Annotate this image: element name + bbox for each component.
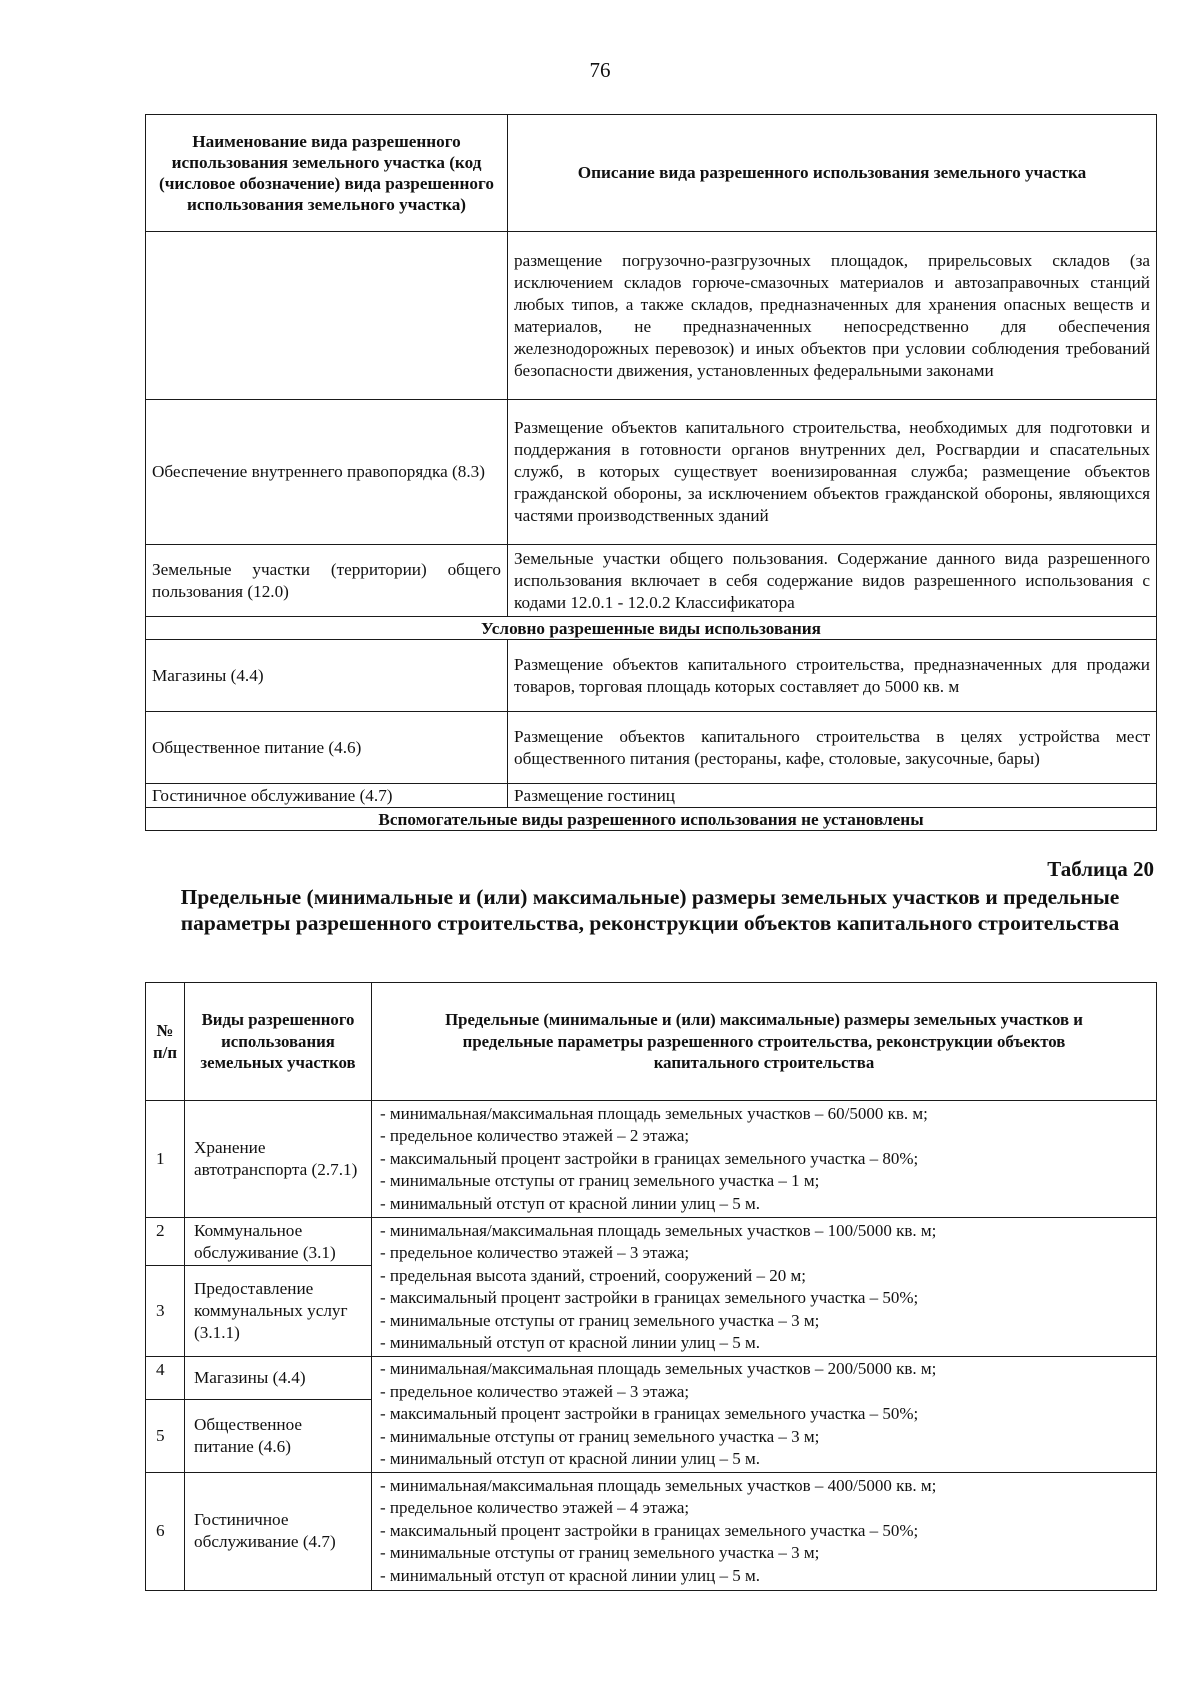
land-use-name: Магазины (4.4) — [146, 640, 508, 712]
land-use-kind: Предоставление коммунальных услуг (3.1.1) — [185, 1266, 372, 1357]
header-land-use-description: Описание вида разрешенного использования земельного участка — [508, 115, 1157, 232]
land-use-description: размещение погрузочно-разгрузочных площадок, прирельсовых складов (за исключением складов горюче-смазочных материалов и автозаправочных станций любых типов, а также складов, предназначенных для хранения опасных веществ и материалов, не предназначенных непосредственно для обеспечения железнодорожных перевозок) и иных объектов при условии соблюдения требований безопасности движения, установленных федеральными законами — [508, 232, 1157, 400]
land-use-kind: Общественное питание (4.6) — [185, 1399, 372, 1472]
land-use-description: Размещение объектов капитального строительства, предназначенных для продажи товаров, торговая площадь которых составляет до 5000 кв. м — [508, 640, 1157, 712]
land-use-table — [145, 114, 1157, 831]
table-row — [146, 712, 1157, 784]
table-row — [146, 545, 1157, 617]
parameter-line: - минимальная/максимальная площадь земельных участков – 200/5000 кв. м; — [380, 1359, 937, 1378]
table-row — [146, 784, 1157, 808]
land-use-kind: Хранение автотранспорта (2.7.1) — [185, 1101, 372, 1218]
table-row — [146, 1101, 1157, 1218]
table-row — [146, 1472, 1157, 1590]
row-number: 1 — [146, 1101, 185, 1218]
parameter-line: - минимальные отступы от границ земельного участка – 3 м; — [380, 1310, 820, 1330]
parameter-line: - минимальные отступы от границ земельного участка – 1 м; — [380, 1171, 820, 1191]
header-number: № п/п — [146, 983, 185, 1101]
parameter-line: - минимальный отступ от красной линии улиц – 5 м. — [380, 1449, 760, 1468]
parameter-line: - максимальный процент застройки в границах земельного участка – 80%; — [380, 1148, 919, 1168]
parameter-line: - предельная высота зданий, строений, сооружений – 20 м; — [380, 1265, 806, 1285]
section-auxiliary-title: Вспомогательные виды разрешенного использования не установлены — [146, 808, 1157, 831]
parameter-line: - максимальный процент застройки в границах земельного участка – 50%; — [380, 1288, 919, 1307]
table-row — [146, 1357, 1157, 1400]
table-header-row — [146, 983, 1157, 1101]
parameters-table — [145, 982, 1157, 1591]
parameter-line: - предельное количество этажей – 4 этажа; — [380, 1498, 690, 1518]
land-use-description: Размещение объектов капитального строительства в целях устройства мест общественного питания (рестораны, кафе, столовые, закусочные, бары) — [508, 712, 1157, 784]
land-use-name: Гостиничное обслуживание (4.7) — [146, 784, 508, 808]
table-row — [146, 400, 1157, 545]
section-header-row — [146, 617, 1157, 640]
parameter-line: - предельное количество этажей – 3 этажа; — [380, 1381, 690, 1401]
land-use-kind: Гостиничное обслуживание (4.7) — [185, 1472, 372, 1590]
table-header-row — [146, 115, 1157, 232]
parameter-line: - минимальный отступ от красной линии улиц – 5 м. — [380, 1193, 760, 1213]
row-number: 3 — [146, 1266, 185, 1357]
land-use-name: Общественное питание (4.6) — [146, 712, 508, 784]
parameter-line: - максимальный процент застройки в границах земельного участка – 50%; — [380, 1520, 919, 1540]
table-row — [146, 1218, 1157, 1266]
parameter-line: - минимальный отступ от красной линии улиц – 5 м. — [380, 1565, 760, 1585]
land-use-description: Земельные участки общего пользования. Содержание данного вида разрешенного использования включает в себя содержание видов разрешенного использования с кодами 12.0.1 - 12.0.2 Классификатора — [508, 545, 1157, 617]
land-use-name: Земельные участки (территории) общего пользования (12.0) — [146, 545, 508, 617]
parameters-cell — [372, 1218, 1157, 1357]
parameter-line: - минимальные отступы от границ земельного участка – 3 м; — [380, 1543, 820, 1563]
land-use-kind: Магазины (4.4) — [185, 1357, 372, 1400]
header-land-use-name: Наименование вида разрешенного использования земельного участка (код (числовое обозначение) вида разрешенного использования земельного участка) — [146, 115, 508, 232]
table-row — [146, 640, 1157, 712]
parameter-line: - минимальная/максимальная площадь земельных участков – 60/5000 кв. м; — [380, 1103, 928, 1123]
parameter-line: - предельное количество этажей – 3 этажа; — [380, 1243, 690, 1262]
row-number: 5 — [146, 1399, 185, 1472]
land-use-description: Размещение объектов капитального строительства, необходимых для подготовки и поддержания в готовности органов внутренних дел, Росгвардии и спасательных служб, в которых существует военизированная служба; размещение объектов гражданской обороны, за исключением объектов гражданской обороны, являющихся частями производственных зданий — [508, 400, 1157, 545]
table-row — [146, 232, 1157, 400]
header-parameters: Предельные (минимальные и (или) максимальные) размеры земельных участков и предельные параметры разрешенного строительства, реконструкции объектов капитального строительства — [372, 983, 1157, 1101]
land-use-name — [146, 232, 508, 400]
land-use-description: Размещение гостиниц — [508, 784, 1157, 808]
parameter-line: - минимальная/максимальная площадь земельных участков – 100/5000 кв. м; — [380, 1220, 937, 1240]
row-number: 4 — [146, 1357, 185, 1400]
parameters-cell — [372, 1357, 1157, 1473]
parameter-line: - максимальный процент застройки в границах земельного участка – 50%; — [380, 1404, 919, 1423]
parameter-line: - минимальный отступ от красной линии улиц – 5 м. — [380, 1333, 760, 1352]
row-number: 2 — [146, 1218, 185, 1266]
page-number: 76 — [589, 58, 611, 82]
parameter-line: - предельное количество этажей – 2 этажа; — [380, 1126, 690, 1146]
parameters-cell — [372, 1101, 1157, 1218]
row-number: 6 — [146, 1472, 185, 1590]
land-use-kind: Коммунальное обслуживание (3.1) — [185, 1218, 372, 1266]
parameter-line: - минимальная/максимальная площадь земельных участков – 400/5000 кв. м; — [380, 1475, 937, 1495]
section-header-row — [146, 808, 1157, 831]
parameter-line: - минимальные отступы от границ земельного участка – 3 м; — [380, 1426, 820, 1446]
table-label: Таблица 20 — [1047, 857, 1154, 881]
table-title: Предельные (минимальные и (или) максимальные) размеры земельных участков и предельные параметры разрешенного строительства, реконструкции объектов капитального строительства — [180, 885, 1120, 935]
section-conditional-title: Условно разрешенные виды использования — [146, 617, 1157, 640]
land-use-name: Обеспечение внутреннего правопорядка (8.3) — [146, 400, 508, 545]
parameters-cell — [372, 1472, 1157, 1590]
header-land-use-kinds: Виды разрешенного использования земельных участков — [185, 983, 372, 1101]
